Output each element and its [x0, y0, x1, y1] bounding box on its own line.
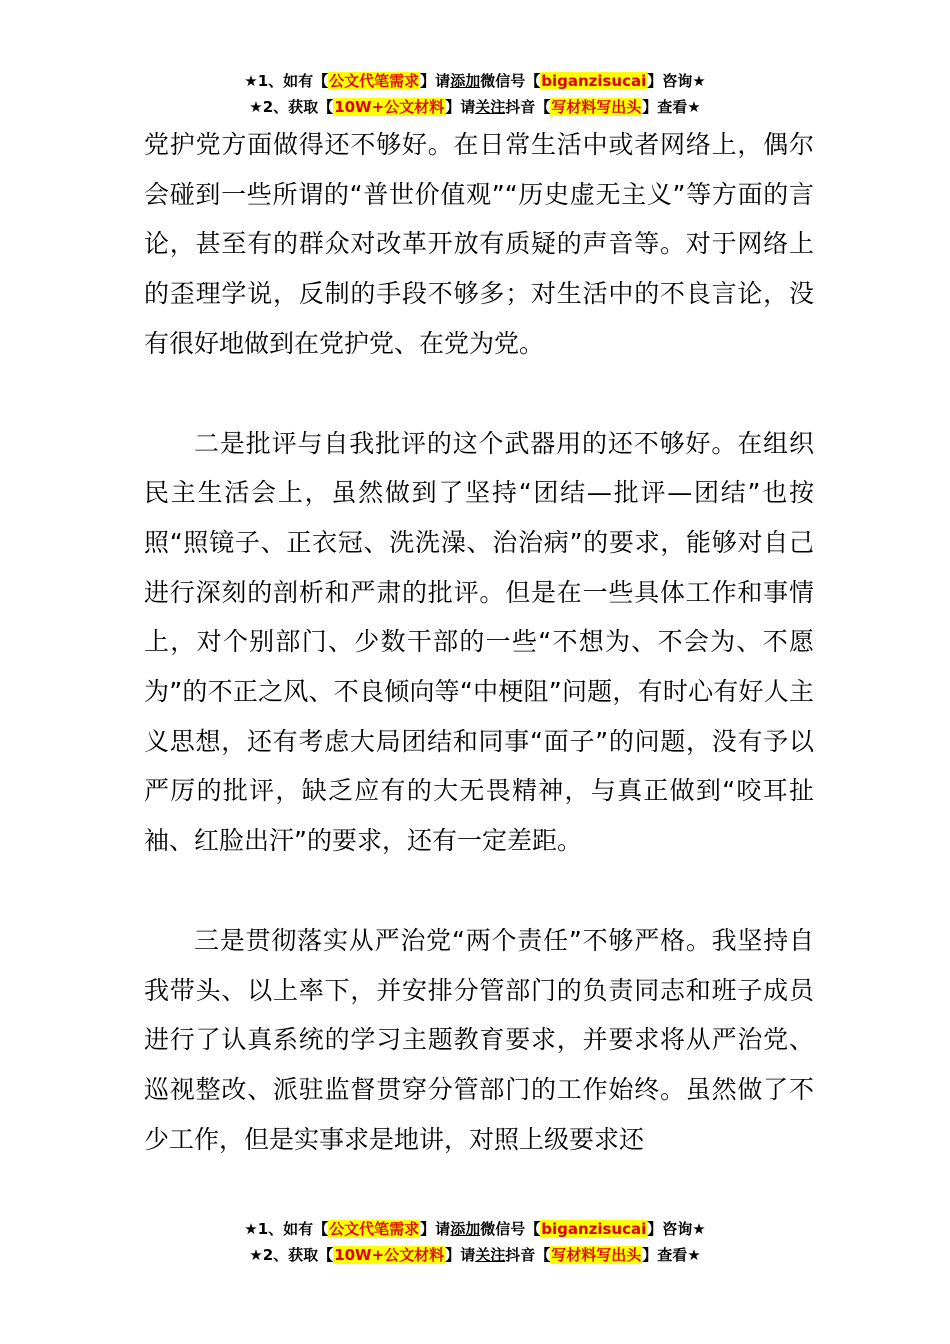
promo-text: 】请	[445, 1246, 476, 1264]
header-promo-banner	[0, 68, 950, 120]
promo-text: ★2、获取【	[249, 1246, 334, 1264]
promo-text: 】查看★	[642, 1246, 701, 1264]
promo-highlight: 公文代笔需求	[329, 72, 420, 90]
paragraph-criticism: 二是批评与自我批评的这个武器用的还不够好。在组织民主生活会上，虽然做到了坚持“团结—批评—团结”也按照“照镜子、正衣冠、洗洗澡、治治病”的要求，能够对自己进行深刻的剖析和严肃的批评。但是在一些具体工作和事情上，对个别部门、少数干部的一些“不想为、不会为、不愿为”的不正之风、不良倾向等“中梗阻”问题，有时心有好人主义思想，还有考虑大局团结和同事“面子”的问题，没有予以严厉的批评，缺乏应有的大无畏精神，与真正做到“咬耳扯袖、红脸出汗”的要求，还有一定差距。	[144, 428, 814, 856]
promo-text: 】请	[445, 98, 476, 116]
promo-line-2	[0, 1242, 950, 1268]
promo-text: ★1、如有【	[244, 72, 329, 90]
promo-emphasis: 添加	[450, 1220, 481, 1238]
promo-text: 】请	[420, 1220, 451, 1238]
promo-emphasis: 关注	[475, 1246, 506, 1264]
promo-line-1	[0, 68, 950, 94]
promo-emphasis: 添加	[450, 72, 481, 90]
promo-text: 抖音【	[505, 98, 551, 116]
paragraph-spacer	[144, 369, 814, 419]
promo-text: ★1、如有【	[244, 1220, 329, 1238]
promo-text: ★2、获取【	[249, 98, 334, 116]
promo-text: 】咨询★	[647, 72, 706, 90]
promo-highlight: biganzisucai	[541, 1220, 647, 1238]
promo-highlight: 10W+公文材料	[334, 1246, 445, 1264]
promo-text: 】咨询★	[647, 1220, 706, 1238]
promo-line-1	[0, 1216, 950, 1242]
paragraph-responsibility: 三是贯彻落实从严治党“两个责任”不够严格。我坚持自我带头、以上率下，并安排分管部门的负责同志和班子成员进行了认真系统的学习主题教育要求，并要求将从严治党、巡视整改、派驻监督贯穿分管部门的工作始终。虽然做了不少工作，但是实事求是地讲，对照上级要求还	[144, 925, 814, 1154]
promo-text: 微信号【	[480, 72, 541, 90]
promo-emphasis: 关注	[475, 98, 506, 116]
paragraph-continued: 党护党方面做得还不够好。在日常生活中或者网络上，偶尔会碰到一些所谓的“普世价值观”“历史虚无主义”等方面的言论，甚至有的群众对改革开放有质疑的声音等。对于网络上的歪理学说，反制的手段不够多；对生活中的不良言论，没有很好地做到在党护党、在党为党。	[144, 130, 814, 358]
promo-highlight: 写材料写出头	[551, 1246, 642, 1264]
paragraph-spacer	[144, 866, 814, 916]
promo-highlight: 写材料写出头	[551, 98, 642, 116]
promo-highlight: 公文代笔需求	[329, 1220, 420, 1238]
promo-highlight: biganzisucai	[541, 72, 647, 90]
promo-line-2	[0, 94, 950, 120]
promo-text: 微信号【	[480, 1220, 541, 1238]
promo-text: 】查看★	[642, 98, 701, 116]
promo-text: 抖音【	[505, 1246, 551, 1264]
promo-text: 】请	[420, 72, 451, 90]
promo-highlight: 10W+公文材料	[334, 98, 445, 116]
document-body	[144, 120, 814, 1164]
footer-promo-banner	[0, 1216, 950, 1268]
